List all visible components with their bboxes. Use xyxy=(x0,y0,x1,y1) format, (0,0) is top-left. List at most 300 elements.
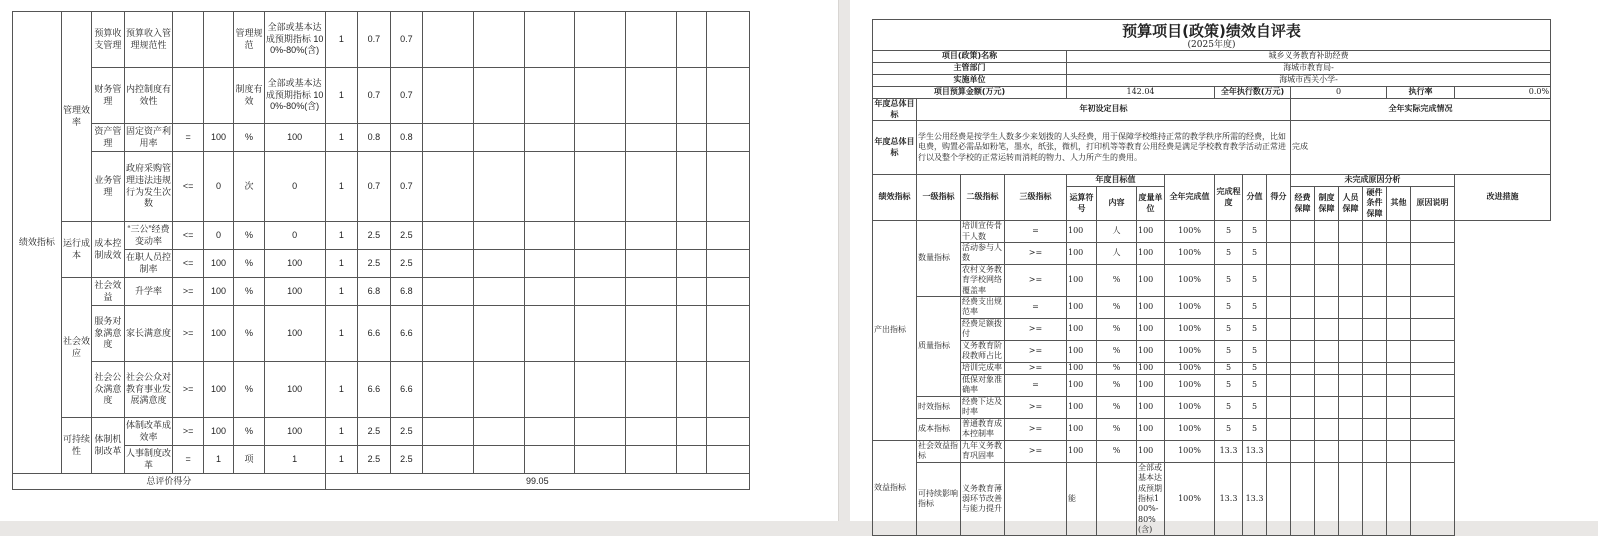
target-value: 0 xyxy=(203,222,233,250)
empty-cell xyxy=(1267,243,1291,265)
empty-cell xyxy=(473,306,524,362)
operator: <= xyxy=(173,222,203,250)
empty-cell xyxy=(1291,418,1315,440)
empty-cell xyxy=(1315,318,1339,340)
empty-cell xyxy=(1411,418,1455,440)
empty-cell xyxy=(1387,340,1411,362)
empty-cell xyxy=(1315,362,1339,374)
empty-cell xyxy=(1291,221,1315,243)
empty-cell xyxy=(575,152,626,222)
final-score: 2.5 xyxy=(390,222,422,250)
empty-cell xyxy=(1411,318,1455,340)
empty-cell xyxy=(1363,318,1387,340)
empty-cell xyxy=(473,222,524,250)
completion-degree: 100% xyxy=(1165,440,1215,462)
annual-target-header: 年度目标值 xyxy=(1067,175,1165,187)
empty-cell xyxy=(1315,418,1339,440)
empty-cell xyxy=(575,446,626,474)
score: 13.3 xyxy=(1243,462,1267,536)
final-score: 0.7 xyxy=(390,152,422,222)
empty-cell xyxy=(1363,340,1387,362)
empty-cell xyxy=(1339,362,1363,374)
execution-label: 全年执行数(万元) xyxy=(1215,87,1291,99)
empty-cell xyxy=(1387,362,1411,374)
operator: = xyxy=(1005,221,1067,243)
empty-cell xyxy=(1387,264,1411,296)
empty-cell xyxy=(1411,243,1455,265)
empty-cell xyxy=(1339,374,1363,396)
table-row xyxy=(13,222,750,250)
completed-value: 0 xyxy=(264,152,325,222)
reason-header: 未完成原因分析 xyxy=(1291,175,1455,187)
final-score: 6.6 xyxy=(390,306,422,362)
empty-cell xyxy=(423,278,474,306)
empty-cell xyxy=(626,362,677,418)
empty-cell xyxy=(707,222,750,250)
score: 6.6 xyxy=(358,362,390,418)
document-title: 预算项目(政策)绩效自评表 xyxy=(1122,22,1301,40)
weight: 5 xyxy=(1215,296,1243,318)
completed-value: 100 xyxy=(1137,374,1165,396)
table-row xyxy=(873,243,1551,265)
score: 2.5 xyxy=(358,446,390,474)
indicator-name: 固定资产利用率 xyxy=(124,124,173,152)
table-row xyxy=(873,264,1551,296)
score: 5 xyxy=(1243,318,1267,340)
target-content: 100 xyxy=(1067,440,1097,462)
level3-category: 成本控制成效 xyxy=(92,222,124,278)
empty-cell xyxy=(676,306,706,362)
score: 0.7 xyxy=(358,12,390,68)
measure-unit: 人 xyxy=(1097,243,1137,265)
empty-cell xyxy=(676,250,706,278)
empty-cell xyxy=(1411,264,1455,296)
total-label: 总评价得分 xyxy=(13,474,326,490)
empty-cell xyxy=(626,446,677,474)
target-content: 100 xyxy=(1067,340,1097,362)
empty-cell xyxy=(1315,440,1339,462)
empty-cell xyxy=(676,68,706,124)
project-name-value: 城乡义务教育补助经费 xyxy=(1067,51,1551,63)
reason-note-header: 原因说明 xyxy=(1411,187,1455,221)
empty-cell xyxy=(1363,221,1387,243)
empty-cell xyxy=(524,124,575,152)
level2-indicator: 可持续性 xyxy=(61,418,91,474)
empty-cell xyxy=(1291,318,1315,340)
measure-unit: % xyxy=(234,124,264,152)
level3-category: 社会效益 xyxy=(92,278,124,306)
total-value: 99.05 xyxy=(325,474,749,490)
score-header: 得分 xyxy=(1267,175,1291,221)
final-score: 0.7 xyxy=(390,12,422,68)
empty-cell xyxy=(473,362,524,418)
table-row xyxy=(873,221,1551,243)
weight: 1 xyxy=(325,68,357,124)
operator: >= xyxy=(1005,440,1067,462)
level3-indicator: 培训完成率 xyxy=(961,362,1005,374)
indicator-name: 政府采购管理违法违规行为发生次数 xyxy=(124,152,173,222)
empty-cell xyxy=(423,418,474,446)
completed-value: 0 xyxy=(264,222,325,250)
score: 5 xyxy=(1243,396,1267,418)
empty-cell xyxy=(575,12,626,68)
level3-indicator: 低保对象准确率 xyxy=(961,374,1005,396)
empty-cell xyxy=(1291,296,1315,318)
unit-label: 实施单位 xyxy=(873,75,1067,87)
empty-cell xyxy=(575,362,626,418)
actual-goal-text: 完成 xyxy=(1291,121,1551,175)
empty-cell xyxy=(473,12,524,68)
score: 6.6 xyxy=(358,306,390,362)
execution-value: 0 xyxy=(1291,87,1387,99)
empty-cell xyxy=(707,446,750,474)
empty-cell xyxy=(423,446,474,474)
level3-indicator: 培训宣传骨干人数 xyxy=(961,221,1005,243)
empty-cell xyxy=(524,362,575,418)
empty-cell xyxy=(524,278,575,306)
empty-cell xyxy=(1387,221,1411,243)
final-score: 2.5 xyxy=(390,418,422,446)
empty-cell xyxy=(1363,396,1387,418)
indicator-name: 家长满意度 xyxy=(124,306,173,362)
operator: >= xyxy=(173,418,203,446)
empty-cell xyxy=(707,278,750,306)
indicator-name: 升学率 xyxy=(124,278,173,306)
empty-cell xyxy=(707,152,750,222)
empty-cell xyxy=(1267,462,1291,536)
weight: 5 xyxy=(1215,243,1243,265)
rate-label: 执行率 xyxy=(1387,87,1455,99)
empty-cell xyxy=(1387,418,1411,440)
empty-cell xyxy=(707,250,750,278)
score: 5 xyxy=(1243,296,1267,318)
initial-goal-text: 学生公用经费是按学生人数多少来划拨的人头经费，用于保障学校维持正常的教学秩序所需的经费，比如电费，购置必需品如粉笔，墨水，纸张，微机，打印机等等教育公用经费是满足学校教育教学活动正常进行以及整个学校的正常运转而消耗的物力、人力所产生的费用。 xyxy=(917,121,1291,175)
table-row xyxy=(873,340,1551,362)
table-row xyxy=(13,362,750,418)
weight: 1 xyxy=(325,222,357,250)
level1-indicator: 效益指标 xyxy=(873,440,917,536)
weight: 1 xyxy=(325,418,357,446)
measure-unit: % xyxy=(1097,396,1137,418)
department-label: 主管部门 xyxy=(873,63,1067,75)
indicator-name: 人事制度改革 xyxy=(124,446,173,474)
empty-cell xyxy=(524,12,575,68)
table-row xyxy=(13,278,750,306)
total-row xyxy=(13,474,750,490)
empty-cell xyxy=(1291,440,1315,462)
empty-cell xyxy=(423,250,474,278)
level3-indicator: 经费足额拨付 xyxy=(961,318,1005,340)
indicator-name: 体制改革成效率 xyxy=(124,418,173,446)
empty-cell xyxy=(626,250,677,278)
empty-cell xyxy=(707,418,750,446)
empty-cell xyxy=(626,68,677,124)
measure-unit: % xyxy=(234,418,264,446)
operator: >= xyxy=(1005,418,1067,440)
completion-degree: 100% xyxy=(1165,221,1215,243)
level1-header: 一级指标 xyxy=(917,175,961,221)
empty-cell xyxy=(473,418,524,446)
budget-label: 项目预算金额(万元) xyxy=(873,87,1067,99)
table-row xyxy=(13,124,750,152)
level2-indicator: 成本指标 xyxy=(917,418,961,440)
level3-indicator: 普通教育成本控制率 xyxy=(961,418,1005,440)
empty-cell xyxy=(676,152,706,222)
level2-indicator: 社会效应 xyxy=(61,278,91,418)
measure-unit: % xyxy=(234,306,264,362)
operator: >= xyxy=(1005,362,1067,374)
measure-unit: % xyxy=(1097,440,1137,462)
empty-cell xyxy=(1363,462,1387,536)
empty-cell xyxy=(676,12,706,68)
empty-cell xyxy=(1291,462,1315,536)
level2-indicator: 社会效益指标 xyxy=(917,440,961,462)
table-row xyxy=(873,396,1551,418)
completed-value: 1 xyxy=(264,446,325,474)
level3-indicator: 经费支出规范率 xyxy=(961,296,1005,318)
level3-indicator: 义务教育薄弱环节改善与能力提升 xyxy=(961,462,1005,536)
empty-cell xyxy=(707,306,750,362)
measure-unit: 次 xyxy=(234,152,264,222)
empty-cell xyxy=(473,124,524,152)
level3-indicator: 经费下达及时率 xyxy=(961,396,1005,418)
empty-cell xyxy=(473,278,524,306)
score: 0.8 xyxy=(358,124,390,152)
table-row xyxy=(873,318,1551,340)
annual-done-header: 全年完成值 xyxy=(1165,175,1215,221)
empty-cell xyxy=(626,124,677,152)
weight: 1 xyxy=(325,306,357,362)
table-row xyxy=(13,418,750,446)
operator: <= xyxy=(173,250,203,278)
measure-unit: 制度有效 xyxy=(234,68,264,124)
empty-cell xyxy=(1363,296,1387,318)
target-content: 100 xyxy=(1067,318,1097,340)
level3-category: 资产管理 xyxy=(92,124,124,152)
empty-cell xyxy=(626,12,677,68)
completed-value: 全部或基本达成预期指标100%-80%(含) xyxy=(1137,462,1165,536)
empty-cell xyxy=(423,124,474,152)
empty-cell xyxy=(626,278,677,306)
operator xyxy=(173,12,203,68)
indicator-name: 内控制度有效性 xyxy=(124,68,173,124)
empty-cell xyxy=(1339,264,1363,296)
score: 5 xyxy=(1243,264,1267,296)
level3-category: 预算收支管理 xyxy=(92,12,124,68)
weight: 1 xyxy=(325,250,357,278)
empty-cell xyxy=(1315,264,1339,296)
empty-cell xyxy=(1267,362,1291,374)
score: 2.5 xyxy=(358,418,390,446)
measure-unit: % xyxy=(1097,362,1137,374)
target-content: 100 xyxy=(1067,374,1097,396)
measure-unit: % xyxy=(234,278,264,306)
operator: >= xyxy=(1005,340,1067,362)
measure-unit: 项 xyxy=(234,446,264,474)
operator: = xyxy=(1005,296,1067,318)
table-row xyxy=(13,152,750,222)
score: 0.7 xyxy=(358,152,390,222)
operator: >= xyxy=(173,278,203,306)
department-value: 海城市教育局- xyxy=(1067,63,1551,75)
target-value: 0 xyxy=(203,152,233,222)
empty-cell xyxy=(1387,318,1411,340)
score: 5 xyxy=(1243,221,1267,243)
empty-cell xyxy=(1363,440,1387,462)
empty-cell xyxy=(423,306,474,362)
target-content: 100 xyxy=(1067,221,1097,243)
empty-cell xyxy=(1291,396,1315,418)
unit-value: 海城市西关小学- xyxy=(1067,75,1551,87)
completion-degree-header: 完成程度 xyxy=(1215,175,1243,221)
target-value: 100 xyxy=(203,124,233,152)
empty-cell xyxy=(1267,221,1291,243)
indicator-name: “三公”经费变动率 xyxy=(124,222,173,250)
final-score: 2.5 xyxy=(390,446,422,474)
table-row xyxy=(873,418,1551,440)
completed-value: 100 xyxy=(264,250,325,278)
target-content: 100 xyxy=(1067,296,1097,318)
completed-value: 100 xyxy=(264,306,325,362)
empty-cell xyxy=(423,222,474,250)
level2-indicator: 管理效率 xyxy=(61,12,91,222)
empty-cell xyxy=(575,250,626,278)
empty-cell xyxy=(1291,340,1315,362)
measure-unit: % xyxy=(234,250,264,278)
empty-cell xyxy=(1267,418,1291,440)
target-value xyxy=(203,68,233,124)
improvement-header: 改进措施 xyxy=(1455,175,1551,221)
measure-unit: % xyxy=(1097,418,1137,440)
empty-cell xyxy=(1315,296,1339,318)
empty-cell xyxy=(1387,440,1411,462)
empty-cell xyxy=(524,68,575,124)
empty-cell xyxy=(1315,340,1339,362)
measure-unit: 人 xyxy=(1097,221,1137,243)
target-value: 100 xyxy=(203,418,233,446)
empty-cell xyxy=(676,222,706,250)
level3-indicator: 义务教育阶段教师占比 xyxy=(961,340,1005,362)
completed-value: 100 xyxy=(264,418,325,446)
level3-header: 三级指标 xyxy=(1005,175,1067,221)
goal-header-label: 年度总体目标 xyxy=(874,99,915,119)
completed-value: 100 xyxy=(1137,296,1165,318)
operator: = xyxy=(173,124,203,152)
weight: 5 xyxy=(1215,318,1243,340)
target-content: 100 xyxy=(1067,243,1097,265)
score: 5 xyxy=(1243,243,1267,265)
empty-cell xyxy=(707,12,750,68)
weight: 5 xyxy=(1215,221,1243,243)
empty-cell xyxy=(1315,243,1339,265)
target-content: 100 xyxy=(1067,264,1097,296)
empty-cell xyxy=(423,68,474,124)
final-score: 0.8 xyxy=(390,124,422,152)
table-row xyxy=(873,362,1551,374)
table-row xyxy=(13,68,750,124)
completed-value: 全部或基本达成预期指标 100%-80%(含) xyxy=(264,12,325,68)
right-page xyxy=(850,0,1598,535)
initial-goal-header: 年初设定目标 xyxy=(917,99,1291,121)
goal-label: 年度总体目标 xyxy=(873,121,917,175)
level2-header: 二级指标 xyxy=(961,175,1005,221)
operator: >= xyxy=(173,306,203,362)
empty-cell xyxy=(1411,440,1455,462)
empty-cell xyxy=(524,306,575,362)
empty-cell xyxy=(423,12,474,68)
level2-indicator: 时效指标 xyxy=(917,396,961,418)
empty-cell xyxy=(676,418,706,446)
target-value xyxy=(203,12,233,68)
operator xyxy=(173,68,203,124)
indicator-name: 社会公众对教育事业发展满意度 xyxy=(124,362,173,418)
weight: 5 xyxy=(1215,418,1243,440)
score: 2.5 xyxy=(358,222,390,250)
measure-unit: % xyxy=(1097,264,1137,296)
empty-cell xyxy=(676,124,706,152)
weight: 1 xyxy=(325,12,357,68)
empty-cell xyxy=(1387,243,1411,265)
empty-cell xyxy=(575,222,626,250)
empty-cell xyxy=(524,152,575,222)
empty-cell xyxy=(1387,296,1411,318)
empty-cell xyxy=(1363,374,1387,396)
empty-cell xyxy=(1363,418,1387,440)
score: 13.3 xyxy=(1243,440,1267,462)
operator: = xyxy=(173,446,203,474)
completion-degree: 100% xyxy=(1165,374,1215,396)
empty-cell xyxy=(1387,396,1411,418)
table-row xyxy=(13,306,750,362)
level3-category: 财务管理 xyxy=(92,68,124,124)
empty-cell xyxy=(524,418,575,446)
empty-cell xyxy=(1267,374,1291,396)
operator: >= xyxy=(1005,264,1067,296)
empty-cell xyxy=(473,152,524,222)
empty-cell xyxy=(707,124,750,152)
level3-category: 体制机制改革 xyxy=(92,418,124,474)
level3-indicator: 农村义务教育学校网络覆盖率 xyxy=(961,264,1005,296)
operator-header: 运算符号 xyxy=(1067,187,1097,221)
completed-value: 100 xyxy=(1137,318,1165,340)
operator: = xyxy=(1005,374,1067,396)
level2-indicator: 可持续影响指标 xyxy=(917,462,961,536)
operator: <= xyxy=(173,152,203,222)
completion-degree: 100% xyxy=(1165,340,1215,362)
empty-cell xyxy=(575,306,626,362)
empty-cell xyxy=(473,250,524,278)
completed-value: 100 xyxy=(1137,264,1165,296)
empty-cell xyxy=(423,362,474,418)
level2-indicator: 数量指标 xyxy=(917,221,961,297)
title-block xyxy=(872,19,1551,51)
weight: 13.3 xyxy=(1215,462,1243,536)
weight: 13.3 xyxy=(1215,440,1243,462)
completion-degree: 100% xyxy=(1165,362,1215,374)
operator: >= xyxy=(1005,243,1067,265)
level3-category: 社会公众满意度 xyxy=(92,362,124,418)
empty-cell xyxy=(1267,440,1291,462)
score: 6.8 xyxy=(358,278,390,306)
empty-cell xyxy=(676,446,706,474)
completion-degree: 100% xyxy=(1165,296,1215,318)
empty-cell xyxy=(575,124,626,152)
empty-cell xyxy=(707,68,750,124)
measure-unit: % xyxy=(234,362,264,418)
measure-unit: % xyxy=(1097,340,1137,362)
empty-cell xyxy=(626,418,677,446)
target-content: 100 xyxy=(1067,396,1097,418)
